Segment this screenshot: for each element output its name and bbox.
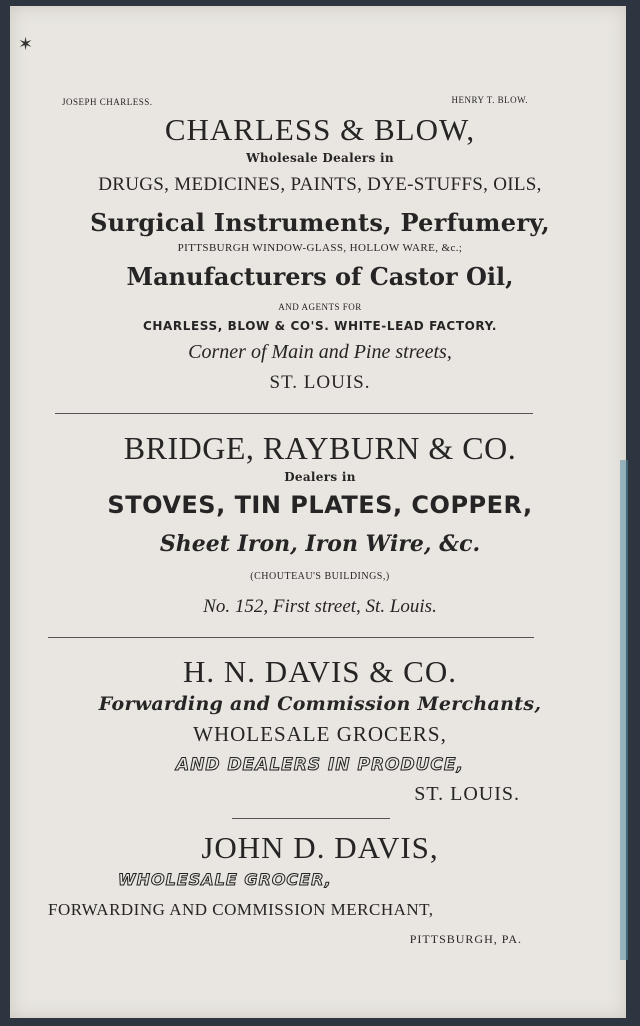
ad4-forwarding: FORWARDING AND COMMISSION MERCHANT, (48, 900, 434, 919)
partner-name-left: JOSEPH CHARLESS. (62, 97, 153, 107)
ad4-grocer: WHOLESALE GROCER, (118, 870, 332, 889)
ad2-firm-name: BRIDGE, RAYBURN & CO. (123, 430, 517, 466)
ad2-address: No. 152, First street, St. Louis. (203, 596, 437, 617)
ad1-corner: Corner of Main and Pine streets, (188, 341, 452, 363)
ad1-manufacturers: Manufacturers of Castor Oil, (126, 262, 514, 291)
ad3-forwarding: Forwarding and Commission Merchants, (98, 693, 542, 715)
divider-1 (55, 413, 533, 414)
divider-3 (232, 818, 390, 819)
ad1-instruments: Surgical Instruments, Perfumery, (90, 208, 550, 237)
ad1-agents: AND AGENTS FOR (278, 302, 362, 312)
ad3-firm-name: H. N. DAVIS & CO. (183, 654, 457, 689)
ad2-stoves: STOVES, TIN PLATES, COPPER, (107, 491, 533, 519)
divider-2 (48, 637, 534, 638)
ad1-city: ST. LOUIS. (269, 372, 371, 393)
ad2-buildings: (CHOUTEAU'S BUILDINGS,) (250, 571, 390, 582)
corner-mark-icon: ✶ (18, 34, 34, 54)
ad1-tagline: Wholesale Dealers in (246, 151, 394, 165)
ad2-sheet-iron: Sheet Iron, Iron Wire, &c. (159, 531, 481, 557)
ad1-goods: DRUGS, MEDICINES, PAINTS, DYE-STUFFS, OILS, (98, 174, 542, 195)
ad1-firm-name: CHARLESS & BLOW, (164, 112, 476, 147)
ad1-factory: CHARLESS, BLOW & CO'S. WHITE-LEAD FACTORY. (142, 319, 498, 333)
ad3-grocers: WHOLESALE GROCERS, (193, 722, 447, 746)
ad2-tagline: Dealers in (284, 470, 356, 484)
ad3-city: ST. LOUIS. (414, 783, 520, 805)
ad4-name: JOHN D. DAVIS, (201, 830, 439, 865)
ad4-city: PITTSBURGH, PA. (409, 932, 522, 946)
partner-name-right: HENRY T. BLOW. (451, 95, 528, 105)
ad1-glass: PITTSBURGH WINDOW-GLASS, HOLLOW WARE, &c.; (177, 242, 463, 254)
ad3-produce: AND DEALERS IN PRODUCE, (176, 755, 464, 775)
